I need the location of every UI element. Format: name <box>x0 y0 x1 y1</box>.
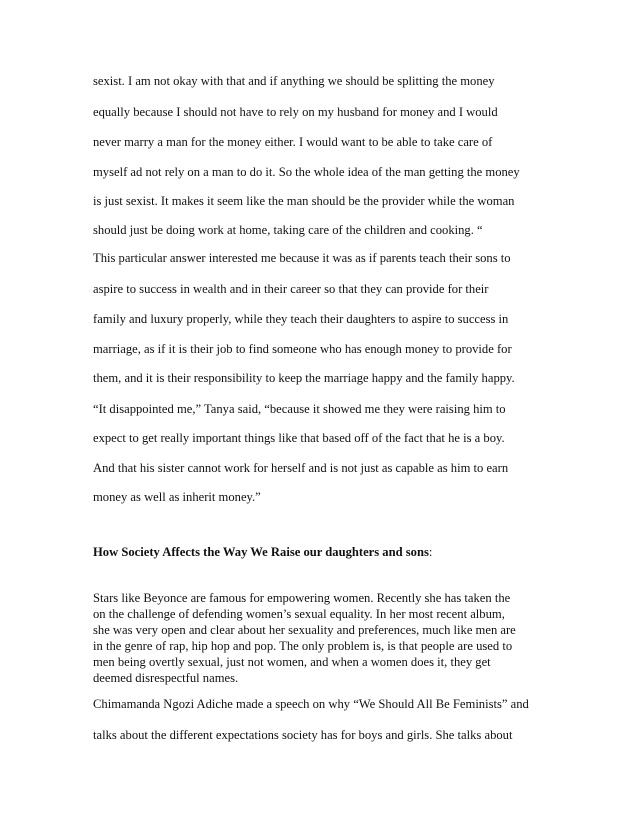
paragraph-line: on the challenge of defending women’s sexual equality. In her most recent album, <box>93 607 505 621</box>
paragraph-line: money as well as inherit money.” <box>93 490 261 504</box>
section-heading-text: How Society Affects the Way We Raise our daughters and sons <box>93 545 429 559</box>
paragraph-line: never marry a man for the money either. I would want to be able to take care of <box>93 135 493 149</box>
paragraph-line: them, and it is their responsibility to keep the marriage happy and the family happy. <box>93 371 515 385</box>
paragraph-line: is just sexist. It makes it seem like the man should be the provider while the woman <box>93 194 515 208</box>
paragraph-line: deemed disrespectful names. <box>93 671 239 685</box>
paragraph-line: Chimamanda Ngozi Adiche made a speech on why “We Should All Be Feminists” and <box>93 697 529 711</box>
paragraph-line: equally because I should not have to rely on my husband for money and I would <box>93 105 498 119</box>
section-heading-colon: : <box>428 545 433 559</box>
section-heading <box>93 544 545 560</box>
paragraph-line: myself ad not rely on a man to do it. So the whole idea of the man getting the money <box>93 165 520 179</box>
paragraph-line: sexist. I am not okay with that and if anything we should be splitting the money <box>93 74 495 88</box>
paragraph-line: marriage, as if it is their job to find someone who has enough money to provide for <box>93 342 512 356</box>
paragraph-line: Stars like Beyonce are famous for empowering women. Recently she has taken the <box>93 591 511 605</box>
paragraph-line: talks about the different expectations society has for boys and girls. She talks about <box>93 728 513 742</box>
paragraph-line: family and luxury properly, while they teach their daughters to aspire to success in <box>93 312 509 326</box>
paragraph-line: expect to get really important things like that based off of the fact that he is a boy. <box>93 431 505 445</box>
paragraph-line: This particular answer interested me because it was as if parents teach their sons to <box>93 251 511 265</box>
paragraph-line: she was very open and clear about her sexuality and preferences, much like men are <box>93 623 516 637</box>
paragraph-line: should just be doing work at home, taking care of the children and cooking. “ <box>93 223 483 237</box>
paragraph-line: men being overtly sexual, just not women, and when a women does it, they get <box>93 655 491 669</box>
paragraph-line: “It disappointed me,” Tanya said, “because it showed me they were raising him to <box>93 402 506 416</box>
paragraph-line: And that his sister cannot work for herself and is not just as capable as him to earn <box>93 461 509 475</box>
paragraph-line: aspire to success in wealth and in their career so that they can provide for their <box>93 282 489 296</box>
paragraph-line: in the genre of rap, hip hop and pop. The only problem is, is that people are used to <box>93 639 513 653</box>
